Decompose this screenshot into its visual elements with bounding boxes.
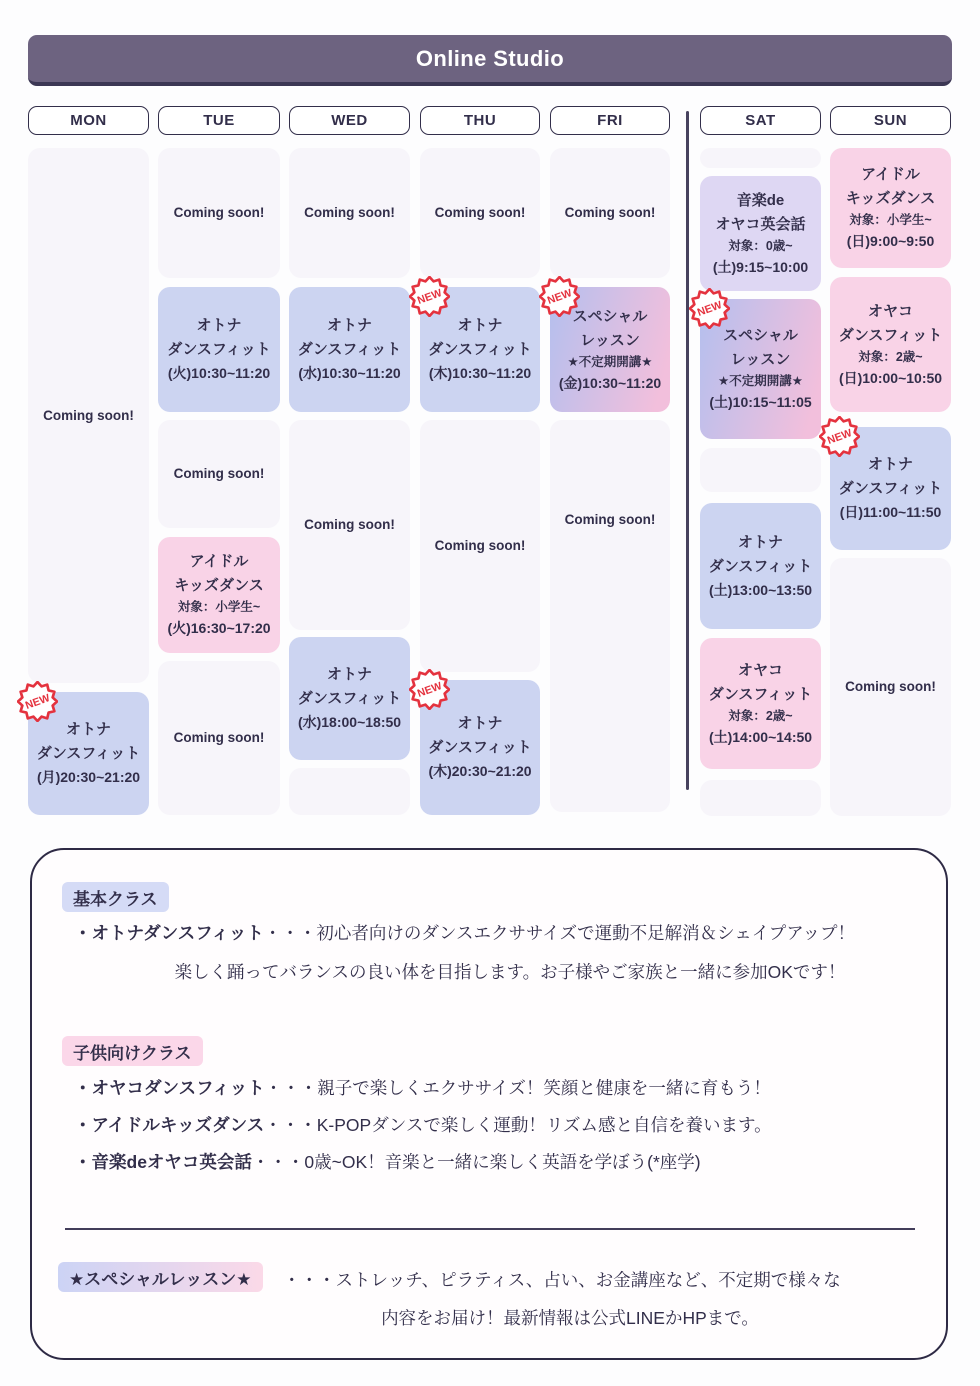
class-title: ダンスフィット — [297, 341, 402, 359]
class-title: オトナ — [457, 317, 503, 335]
class-title: ダンスフィット — [36, 745, 141, 763]
coming-soon-cell — [420, 420, 540, 672]
new-badge — [17, 681, 58, 722]
legend-divider — [65, 1228, 915, 1230]
class-time: (日)11:00~11:50 — [839, 504, 942, 521]
new-badge — [409, 669, 450, 710]
class-cell-sun-dancefit — [825, 427, 951, 550]
class-cell-sat-dancefit — [700, 503, 821, 629]
weekend-divider — [686, 111, 689, 790]
day-header-mon: MON — [28, 106, 149, 135]
new-badge — [409, 276, 450, 317]
class-cell-thu-dancefit-am — [415, 287, 540, 412]
legend-class-desc: ・・・親子で楽しくエクササイズ！笑顔と健康を一緒に育もう！ — [264, 1078, 771, 1098]
class-cell-sun-kidsdance — [830, 148, 951, 268]
class-time: (土)9:15~10:00 — [712, 258, 809, 275]
coming-soon-cell — [158, 420, 280, 528]
class-title: 音楽de — [736, 191, 785, 209]
class-cell-sat-oyako — [700, 638, 821, 769]
legend-class-name: ・オトナダンスフィット — [74, 923, 264, 943]
svg-text:NEW: NEW — [545, 287, 574, 307]
class-title: ダンスフィット — [708, 685, 813, 703]
svg-text:NEW: NEW — [415, 680, 444, 700]
coming-soon-cell — [158, 661, 280, 815]
legend-kids-line1 — [74, 1076, 771, 1101]
coming-soon-label: Coming soon! — [304, 205, 395, 221]
class-time: (土)13:00~13:50 — [708, 581, 813, 598]
class-title: アイドル — [189, 553, 249, 571]
empty-cell — [700, 780, 821, 816]
class-target: 対象：0歳~ — [728, 238, 793, 253]
class-title: オトナ — [326, 317, 372, 335]
class-title: スペシャル — [723, 327, 798, 345]
class-title: ダンスフィット — [838, 480, 943, 498]
legend-special-header: ★スペシャルレッスン★ — [58, 1262, 263, 1292]
class-cell-sat-special — [695, 299, 821, 439]
legend-class-desc: ・・・K-POPダンスで楽しく運動！リズム感と自信を養います。 — [264, 1115, 772, 1135]
coming-soon-cell — [830, 558, 951, 816]
class-title: オトナ — [65, 721, 111, 739]
class-cell-sat-english — [700, 176, 821, 291]
class-time: (水)18:00~18:50 — [297, 714, 402, 731]
new-badge — [819, 416, 860, 457]
day-header-tue: TUE — [158, 106, 280, 135]
empty-cell — [700, 448, 821, 492]
class-title: オヤコ — [867, 302, 913, 320]
class-title: キッズダンス — [174, 577, 264, 595]
day-header-fri: FRI — [550, 106, 670, 135]
class-target: 対象：小学生~ — [849, 213, 932, 228]
empty-cell — [289, 768, 410, 815]
class-cell-mon-dancefit — [23, 692, 149, 815]
class-title: ダンスフィット — [297, 690, 402, 708]
class-cell-sun-oyako — [830, 277, 951, 412]
coming-soon-label: Coming soon! — [43, 407, 134, 423]
class-title: オトナ — [326, 666, 372, 684]
class-time: (火)10:30~11:20 — [167, 365, 271, 382]
class-cell-tue-kidsdance — [158, 537, 280, 653]
class-time: (水)10:30~11:20 — [298, 365, 401, 382]
class-title: オトナ — [737, 533, 783, 551]
svg-text:NEW: NEW — [415, 287, 444, 307]
legend-kids-header: 子供向けクラス — [62, 1036, 203, 1066]
day-header-thu: THU — [420, 106, 540, 135]
class-target: 対象：2歳~ — [858, 349, 923, 364]
empty-cell — [700, 148, 821, 168]
coming-soon-cell — [158, 148, 280, 278]
coming-soon-label: Coming soon! — [564, 512, 656, 528]
class-title: ダンスフィット — [428, 341, 532, 359]
coming-soon-label: Coming soon! — [173, 205, 265, 221]
legend-basic-line1 — [74, 921, 855, 946]
class-title: オヤコ — [737, 661, 783, 679]
legend-class-name: ・音楽deオヤコ英会話 — [74, 1152, 252, 1172]
class-time: (日)9:00~9:50 — [846, 233, 935, 250]
legend-special-line2: 内容をお届け！最新情報は公式LINEかHPまで。 — [381, 1308, 759, 1328]
legend-basic-line2: 楽しく踊ってバランスの良い体を目指します。お子様やご家族と一緒に参加OKです！ — [174, 962, 846, 982]
class-title: レッスン — [580, 331, 640, 349]
class-cell-wed-dancefit-am — [289, 287, 410, 412]
svg-text:NEW: NEW — [695, 299, 724, 319]
coming-soon-label: Coming soon! — [434, 205, 526, 221]
new-badge — [689, 288, 730, 329]
class-title: ダンスフィット — [428, 739, 532, 757]
coming-soon-cell — [28, 148, 149, 683]
legend-kids-line2 — [74, 1113, 772, 1138]
class-title: ダンスフィット — [708, 557, 813, 575]
legend-class-desc: ・・・0歳~OK！音楽と一緒に楽しく英語を学ぼう(*座学) — [251, 1152, 701, 1172]
class-title: アイドル — [861, 166, 920, 184]
class-cell-wed-dancefit-pm — [289, 637, 410, 760]
class-cell-thu-dancefit-pm — [415, 680, 540, 815]
class-title: オヤコ英会話 — [715, 215, 806, 233]
coming-soon-label: Coming soon! — [173, 466, 265, 482]
coming-soon-cell — [550, 148, 670, 278]
legend-class-name: ・アイドルキッズダンス — [74, 1115, 265, 1135]
coming-soon-label: Coming soon! — [173, 730, 265, 746]
class-title: オトナ — [457, 715, 503, 733]
class-title: ダンスフィット — [838, 326, 943, 344]
day-header-wed: WED — [289, 106, 410, 135]
day-header-sun: SUN — [830, 106, 951, 135]
coming-soon-cell — [550, 420, 670, 812]
class-title: キッズダンス — [845, 190, 936, 208]
class-title: オトナ — [867, 456, 913, 474]
class-title: ダンスフィット — [167, 341, 271, 359]
svg-text:NEW: NEW — [23, 692, 52, 712]
class-cell-fri-special — [545, 287, 670, 412]
class-time: (火)16:30~17:20 — [167, 620, 271, 637]
class-time: (土)14:00~14:50 — [708, 728, 813, 745]
class-target: 対象：小学生~ — [177, 600, 261, 615]
class-note: ★不定期開講★ — [718, 374, 803, 389]
coming-soon-label: Coming soon! — [564, 205, 656, 221]
coming-soon-cell — [289, 148, 410, 278]
class-title: レッスン — [730, 351, 791, 369]
legend-basic-header: 基本クラス — [62, 882, 169, 912]
legend-kids-line3 — [74, 1150, 701, 1175]
coming-soon-label: Coming soon! — [434, 538, 526, 554]
class-target: 対象：2歳~ — [728, 708, 793, 723]
class-title: スペシャル — [572, 307, 648, 325]
svg-text:NEW: NEW — [825, 427, 854, 447]
class-time: (木)10:30~11:20 — [428, 365, 532, 382]
new-badge — [539, 276, 580, 317]
legend-class-name: ・オヤコダンスフィット — [74, 1078, 265, 1098]
class-time: (日)10:00~10:50 — [838, 369, 943, 386]
legend-special-line1: ・・・ストレッチ、ピラティス、占い、お金講座など、不定期で様々な — [283, 1270, 841, 1290]
class-title: オトナ — [196, 317, 242, 335]
class-cell-tue-dancefit — [158, 287, 280, 412]
class-time: (月)20:30~21:20 — [36, 769, 141, 786]
class-note: ★不定期開講★ — [567, 354, 653, 369]
class-time: (土)10:15~11:05 — [709, 394, 812, 411]
class-time: (金)10:30~11:20 — [558, 374, 662, 391]
coming-soon-cell — [289, 420, 410, 630]
day-header-sat: SAT — [700, 106, 821, 135]
legend-class-desc: ・・・初心者向けのダンスエクササイズで運動不足解消＆シェイプアップ！ — [263, 923, 856, 943]
page-title: Online Studio — [28, 35, 952, 86]
class-time: (木)20:30~21:20 — [428, 763, 532, 780]
coming-soon-label: Coming soon! — [845, 679, 936, 695]
coming-soon-label: Coming soon! — [304, 517, 395, 533]
coming-soon-cell — [420, 148, 540, 278]
